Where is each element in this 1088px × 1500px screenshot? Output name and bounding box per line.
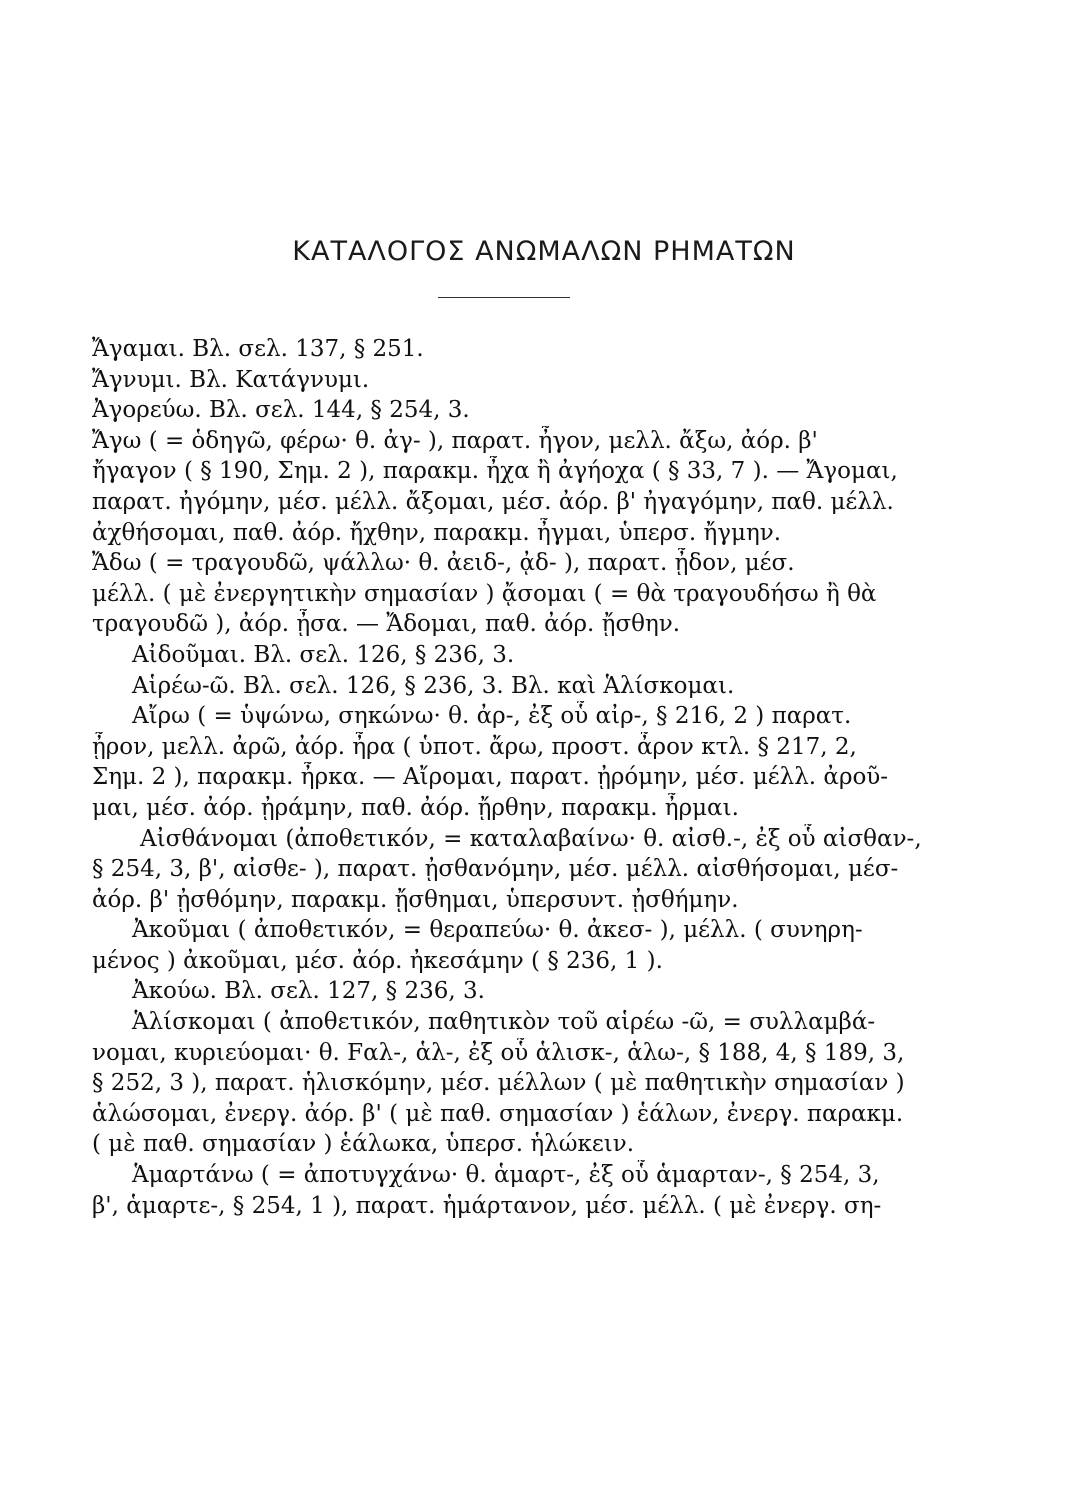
text-line: ἁλώσομαι, ἐνεργ. ἀόρ. β' ( μὲ παθ. σημασίαν ) ἑάλων, ἐνεργ. παρακμ. — [92, 1100, 904, 1127]
text-line: § 252, 3 ), παρατ. ἡλισκόμην, μέσ. μέλλων ( μὲ παθητικὴν σημασίαν ) — [92, 1070, 905, 1097]
text-line: Ἀκοῦμαι ( ἀποθετικόν, = θεραπεύω· θ. ἀκεσ- ), μέλλ. ( συνηρη- — [132, 917, 863, 944]
text-line: ἤγαγον ( § 190, Σημ. 2 ), παρακμ. ἦχα ἢ ἀγήοχα ( § 33, 7 ). — Ἄγομαι, — [92, 458, 898, 485]
text-line: ( μὲ παθ. σημασίαν ) ἑάλωκα, ὑπερσ. ἡλώκειν. — [92, 1131, 635, 1158]
text-line: Ἁλίσκομαι ( ἀποθετικόν, παθητικὸν τοῦ αἱρέω -ῶ, = συλλαμβά- — [132, 1009, 876, 1036]
text-line: μαι, μέσ. ἀόρ. ᾐράμην, παθ. ἀόρ. ᾔρθην, παρακμ. ἦρμαι. — [92, 794, 739, 821]
text-line: Ἀγορεύω. Βλ. σελ. 144, § 254, 3. — [92, 397, 470, 424]
text-line: ᾖρον, μελλ. ἀρῶ, ἀόρ. ἦρα ( ὑποτ. ἄρω, προστ. ἆρον κτλ. § 217, 2, — [92, 733, 857, 760]
text-line: Ἄγω ( = ὁδηγῶ, φέρω· θ. ἀγ- ), παρατ. ἦγον, μελλ. ἄξω, ἀόρ. β' — [92, 427, 818, 454]
text-line: Ἄγνυμι. Βλ. Κατάγνυμι. — [92, 366, 370, 393]
text-line: παρατ. ἠγόμην, μέσ. μέλλ. ἄξομαι, μέσ. ἀόρ. β' ἠγαγόμην, παθ. μέλλ. — [92, 488, 894, 515]
title-divider — [438, 297, 570, 298]
text-line: Ἄδω ( = τραγουδῶ, ψάλλω· θ. ἀειδ-, ᾀδ- ), παρατ. ᾖδον, μέσ. — [92, 550, 795, 577]
text-line: τραγουδῶ ), ἀόρ. ᾖσα. — Ἄδομαι, παθ. ἀόρ. ᾔσθην. — [92, 611, 681, 638]
text-line: Ἁμαρτάνω ( = ἀποτυγχάνω· θ. ἁμαρτ-, ἐξ οὗ ἁμαρταν-, § 254, 3, — [132, 1162, 880, 1189]
text-line: § 254, 3, β', αἰσθε- ), παρατ. ᾐσθανόμην, μέσ. μέλλ. αἰσθήσομαι, μέσ- — [92, 856, 899, 883]
page-title: ΚΑΤΑΛΟΓΟΣ ΑΝΩΜΑΛΩΝ ΡΗΜΑΤΩΝ — [292, 236, 796, 267]
text-line: Ἀκούω. Βλ. σελ. 127, § 236, 3. — [132, 978, 485, 1005]
text-line: β', ἁμαρτε-, § 254, 1 ), παρατ. ἡμάρτανον, μέσ. μέλλ. ( μὲ ἐνεργ. ση- — [92, 1192, 882, 1219]
text-line: Αἰσθάνομαι (ἀποθετικόν, = καταλαβαίνω· θ. αἰσθ.-, ἐξ οὗ αἰσθαν-, — [140, 825, 922, 852]
text-line: Ἄγαμαι. Βλ. σελ. 137, § 251. — [92, 336, 424, 362]
verb-catalog — [92, 334, 962, 1221]
text-line: νομαι, κυριεύομαι· θ. Fαλ-, ἁλ-, ἐξ οὗ ἁλισκ-, ἁλω-, § 188, 4, § 189, 3, — [92, 1039, 905, 1066]
text-line: Αἱρέω-ῶ. Βλ. σελ. 126, § 236, 3. Βλ. καὶ Ἁλίσκομαι. — [132, 672, 735, 699]
text-line: μένος ) ἀκοῦμαι, μέσ. ἀόρ. ἠκεσάμην ( § 236, 1 ). — [92, 947, 663, 974]
text-line: Σημ. 2 ), παρακμ. ἦρκα. — Αἴρομαι, παρατ. ᾐρόμην, μέσ. μέλλ. ἀροῦ- — [92, 764, 889, 791]
text-line: ἀχθήσομαι, παθ. ἀόρ. ἤχθην, παρακμ. ἦγμαι, ὑπερσ. ἤγμην. — [92, 519, 782, 546]
text-line: Αἰδοῦμαι. Βλ. σελ. 126, § 236, 3. — [132, 641, 515, 668]
text-line: μέλλ. ( μὲ ἐνεργητικὴν σημασίαν ) ᾄσομαι ( = θὰ τραγουδήσω ἢ θὰ — [92, 580, 877, 607]
text-line: ἀόρ. β' ᾐσθόμην, παρακμ. ᾔσθημαι, ὑπερσυντ. ᾐσθήμην. — [92, 886, 739, 913]
text-line: Αἴρω ( = ὑψώνω, σηκώνω· θ. ἀρ-, ἐξ οὗ αἰρ-, § 216, 2 ) παρατ. — [132, 703, 852, 730]
